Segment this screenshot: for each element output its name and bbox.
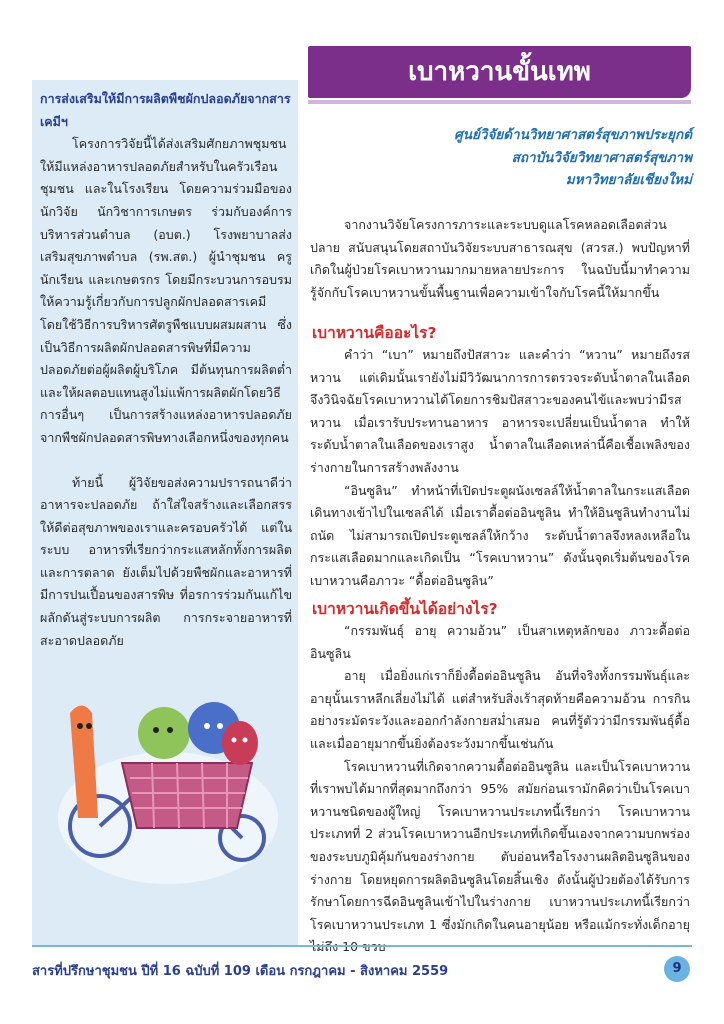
org-line-1: ศูนย์วิจัยด้านวิทยาศาสตร์สุขภาพประยุกต์ bbox=[454, 127, 692, 143]
footer-publication: สารที่ปรึกษาชุมชน ปีที่ 16 ฉบับที่ 109 เดือน กรกฎาคม - สิงหาคม 2559 bbox=[32, 964, 449, 979]
left-paragraph-2: ท้ายนี้ ผู้วิจัยขอส่งความปรารถนาดีว่าอาหารจะปลอดภัย ถ้าใส่ใจสร้างและเลือกสรรให้ดีต่อสุขภาพของเราและครอบครัวได้ แต่ในระบบ อาหารที่เรียกว่ากระแสหลักทั้งการผลิต และการตลาด ยังเต็มไปด้วยพืชผักและอาหารที่มีการปนเปื้อนของสารพิษ ที่อรการร่วมกันแก้ไขผลักดันสู่ระบบการผลิต การกระจายอาหารที่สะอาดปลอดภัย bbox=[40, 474, 292, 648]
section-2-heading: เบาหวานเกิดขึ้นได้อย่างไร? bbox=[312, 600, 498, 618]
section-1-paragraph-1: คำว่า “เบา” หมายถึงปัสสาวะ และคำว่า “หวาน” หมายถึงรสหวาน แต่เดิมนั้นเรายังไม่มีวิวัฒนาการการตรวจระดับน้ำตาลในเลือด จึงวินิจฉัยโรคเบาหวานได้โดยการชิมปัสสาวะของคนไข้และพบว่ามีรสหวาน เมื่อเรารับประทานอาหาร อาหารจะเปลี่ยนเป็นน้ำตาล ทำให้ระดับน้ำตาลในเลือดของเราสูง น้ำตาลในเลือดเหล่านี้คือเชื้อเพลิงของร่างกายในการสร้างพลังงาน bbox=[310, 347, 690, 475]
section-2-body bbox=[310, 620, 690, 959]
intro-paragraph: จากงานวิจัยโครงการภาระและระบบดูแลโรคหลอดเลือดส่วนปลาย สนับสนุนโดยสถาบันวิจัยระบบสาธารณสุข (สวรส.) พบปัญหาที่เกิดในผู้ป่วยโรคเบาหวานมากมายหลายประการ ในฉบับนี้มาทำความรู้จักกับโรคเบาหวานขั้นพื้นฐานเพื่อความเข้าใจกับโรคนี้ให้มากขึ้น bbox=[310, 217, 690, 300]
title-underline bbox=[308, 100, 691, 104]
section-2-paragraph-1: “กรรมพันธุ์ อายุ ความอ้วน” เป็นสาเหตุหลักของ ภาวะดื้อต่ออินซูลิน bbox=[310, 623, 690, 661]
org-line-3: มหาวิทยาลัยเชียงใหม่ bbox=[565, 172, 692, 188]
page-title: เบาหวานขั้นเทพ bbox=[408, 57, 591, 87]
section-1-body bbox=[310, 344, 690, 593]
organization-credit bbox=[312, 124, 692, 192]
title-banner bbox=[308, 46, 691, 98]
vegetable-bicycle-illustration bbox=[52, 668, 284, 884]
left-heading: การส่งเสริมให้มีการผลิตพืชผักปลอดภัยจากสารเคมีฯ bbox=[40, 91, 291, 129]
org-line-2: สถาบันวิจัยวิทยาศาสตร์สุขภาพ bbox=[511, 149, 692, 166]
left-paragraph-1: โครงการวิจัยนี้ได้ส่งเสริมศักยภาพชุมชนให้มีแหล่งอาหารปลอดภัยสำหรับในครัวเรือน ชุมชน และในโรงเรียน โดยความร่วมมือของนักวิจัย นักวิชาการเกษตร ร่วมกับองค์การบริหารส่วนตำบล (อบต.) โรงพยาบาลส่งเสริมสุขภาพตำบล (รพ.สต.) ผู้นำชุมชน ครู นักเรียน และเกษตรกร โดยมีกระบวนการอบรมให้ความรู้เกี่ยวกับการปลูกผักปลอดสารเคมี โดยใช้วิธีการบริหารศัตรูพืชแบบผสมผสาน ซึ่งเป็นวิธีการผลิตผักปลอดสารพิษที่มีความปลอดภัยต่อผู้ผลิตผู้บริโภค มีต้นทุนการผลิตต่ำและให้ผลตอบแทนสูงไม่แพ้การผลิตผักโดยวิธีการอื่นๆ เป็นการสร้างแหล่งอาหารปลอดภัยจากพืชผักปลอดสารพิษทางเลือกหนึ่งของทุกคน bbox=[40, 136, 292, 445]
page-number: 9 bbox=[664, 956, 690, 982]
left-column-text bbox=[40, 88, 292, 652]
section-2-paragraph-2: อายุ เมื่อยิ่งแก่เราก็ยิ่งดื้อต่ออินซูลิน อันที่จริงทั้งกรรมพันธุ์และอายุนั้นเราหลีกเลี่ยงไม่ได้ แต่สำหรับสิ่งเร้าสุดท้ายคือความอ้วน การกินอย่างระมัดระวังและออกกำลังกายสม่ำเสมอ คนที่รู้ตัวว่ามีกรรมพันธุ์ดื้อและเมื่ออายุมากขึ้นยิ่งต้องระวังมากขึ้นเช่นกัน bbox=[310, 668, 690, 751]
footer-divider bbox=[32, 945, 692, 947]
section-1-paragraph-2: “อินซูลิน” ทำหน้าที่เปิดประตูผนังเซลล์ให้น้ำตาลในกระแสเลือดเดินทางเข้าไปในเซลล์ได้ เมื่อเราดื้อต่ออินซูลิน ทำให้อินซูลินทำงานไม่ถนัด ไม่สามารถเปิดประตูเซลล์ให้กว้าง ระดับน้ำตาลจึงหลงเหลือในกระแสเลือดมากและเกิดเป็น “โรคเบาหวาน” ดังนั้นจุดเริ่มต้นของโรคเบาหวานคือภาวะ “ดื้อต่ออินซูลิน” bbox=[310, 482, 690, 588]
section-2-paragraph-3: โรคเบาหวานที่เกิดจากความดื้อต่ออินซูลิน และเป็นโรคเบาหวานที่เราพบได้มากที่สุดมากถึงกว่า 95% สมัยก่อนเรามักคิดว่าเป็นโรคเบาหวานชนิดของผู้ใหญ่ โรคเบาหวานประเภทนี้เรียกว่า โรคเบาหวานประเภทที่ 2 ส่วนโรคเบาหวานอีกประเภทที่เกิดขึ้นเองจากความบกพร่องของระบบภูมิคุ้มกันของร่างกาย ตับอ่อนหรือโรงงานผลิตอินซูลินของร่างกาย โดยหยุดการผลิตอินซูลินโดยสิ้นเชิง ดังนั้นผู้ป่วยต้องได้รับการรักษาโดยการฉีดอินซูลินเข้าไปในร่างกาย เบาหวานประเภทนี้เรียกว่า โรคเบาหวานประเภท 1 ซึ่งมักเกิดในคนอายุน้อย หรือแม้กระทั่งเด็กอายุ bbox=[310, 758, 690, 932]
section-1-heading: เบาหวานคืออะไร? bbox=[312, 324, 437, 342]
